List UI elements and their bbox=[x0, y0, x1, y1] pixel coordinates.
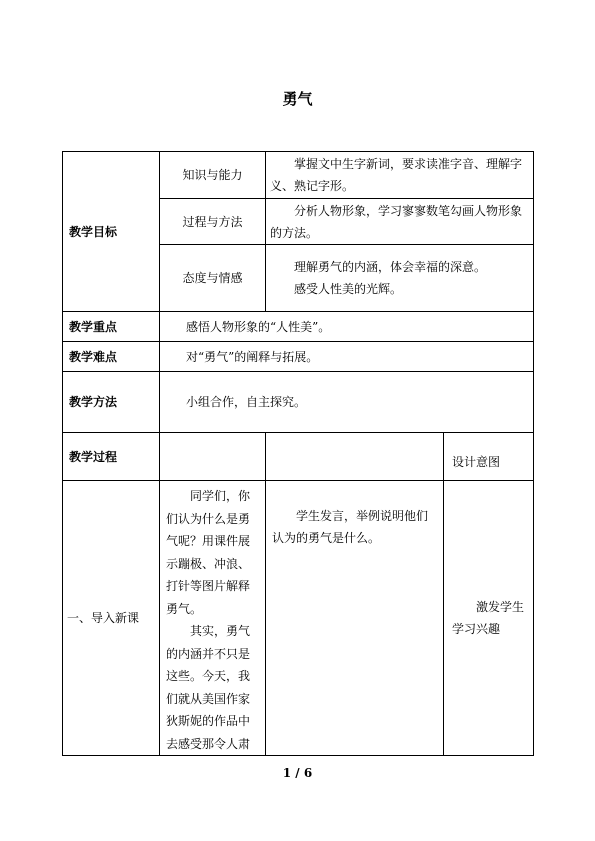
key-point-text: 感悟人物形象的“人性美”。 bbox=[160, 312, 534, 342]
objective-sub-knowledge: 知识与能力 bbox=[160, 152, 266, 199]
process-label: 教学过程 bbox=[63, 433, 160, 481]
process-header-empty-1 bbox=[160, 433, 266, 481]
document-title: 勇气 bbox=[282, 90, 313, 108]
difficulty-text: 对“勇气”的阐释与拓展。 bbox=[160, 342, 534, 372]
objective-text-attitude bbox=[266, 245, 534, 312]
objective-sub-attitude: 态度与情感 bbox=[160, 245, 266, 312]
student-activity: 学生发言，举例说明他们认为的勇气是什么。 bbox=[266, 481, 444, 756]
design-intent-text: 激发学生学习兴趣 bbox=[444, 481, 534, 756]
step-name: 一、导入新课 bbox=[63, 481, 160, 756]
lesson-plan-table bbox=[62, 151, 534, 756]
objective-text-knowledge: 掌握文中生字新词，要求读准字音、理解字义、熟记字形。 bbox=[266, 152, 534, 199]
objective-sub-process: 过程与方法 bbox=[160, 199, 266, 245]
page-number: 1 / 6 bbox=[282, 766, 313, 780]
method-label: 教学方法 bbox=[63, 372, 160, 433]
method-text: 小组合作，自主探究。 bbox=[160, 372, 534, 433]
objective-text-process: 分析人物形象，学习寥寥数笔勾画人物形象的方法。 bbox=[266, 199, 534, 245]
teacher-activity-p2: 其实，勇气的内涵并不只是这些。今天，我们就从美国作家狄斯妮的作品中去感受那令人肃 bbox=[166, 624, 251, 751]
design-intent-header: 设计意图 bbox=[444, 433, 534, 481]
objective-text-attitude-2: 感受人性美的光辉。 bbox=[294, 282, 403, 296]
objectives-label: 教学目标 bbox=[63, 152, 160, 312]
teacher-activity-p1: 同学们，你们认为什么是勇气呢？用课件展示蹦极、冲浪、打针等图片解释勇气。 bbox=[166, 489, 251, 616]
teacher-activity bbox=[160, 481, 266, 756]
process-header-empty-2 bbox=[266, 433, 444, 481]
key-point-label: 教学重点 bbox=[63, 312, 160, 342]
difficulty-label: 教学难点 bbox=[63, 342, 160, 372]
objective-text-attitude-1: 理解勇气的内涵，体会幸福的深意。 bbox=[294, 260, 487, 274]
